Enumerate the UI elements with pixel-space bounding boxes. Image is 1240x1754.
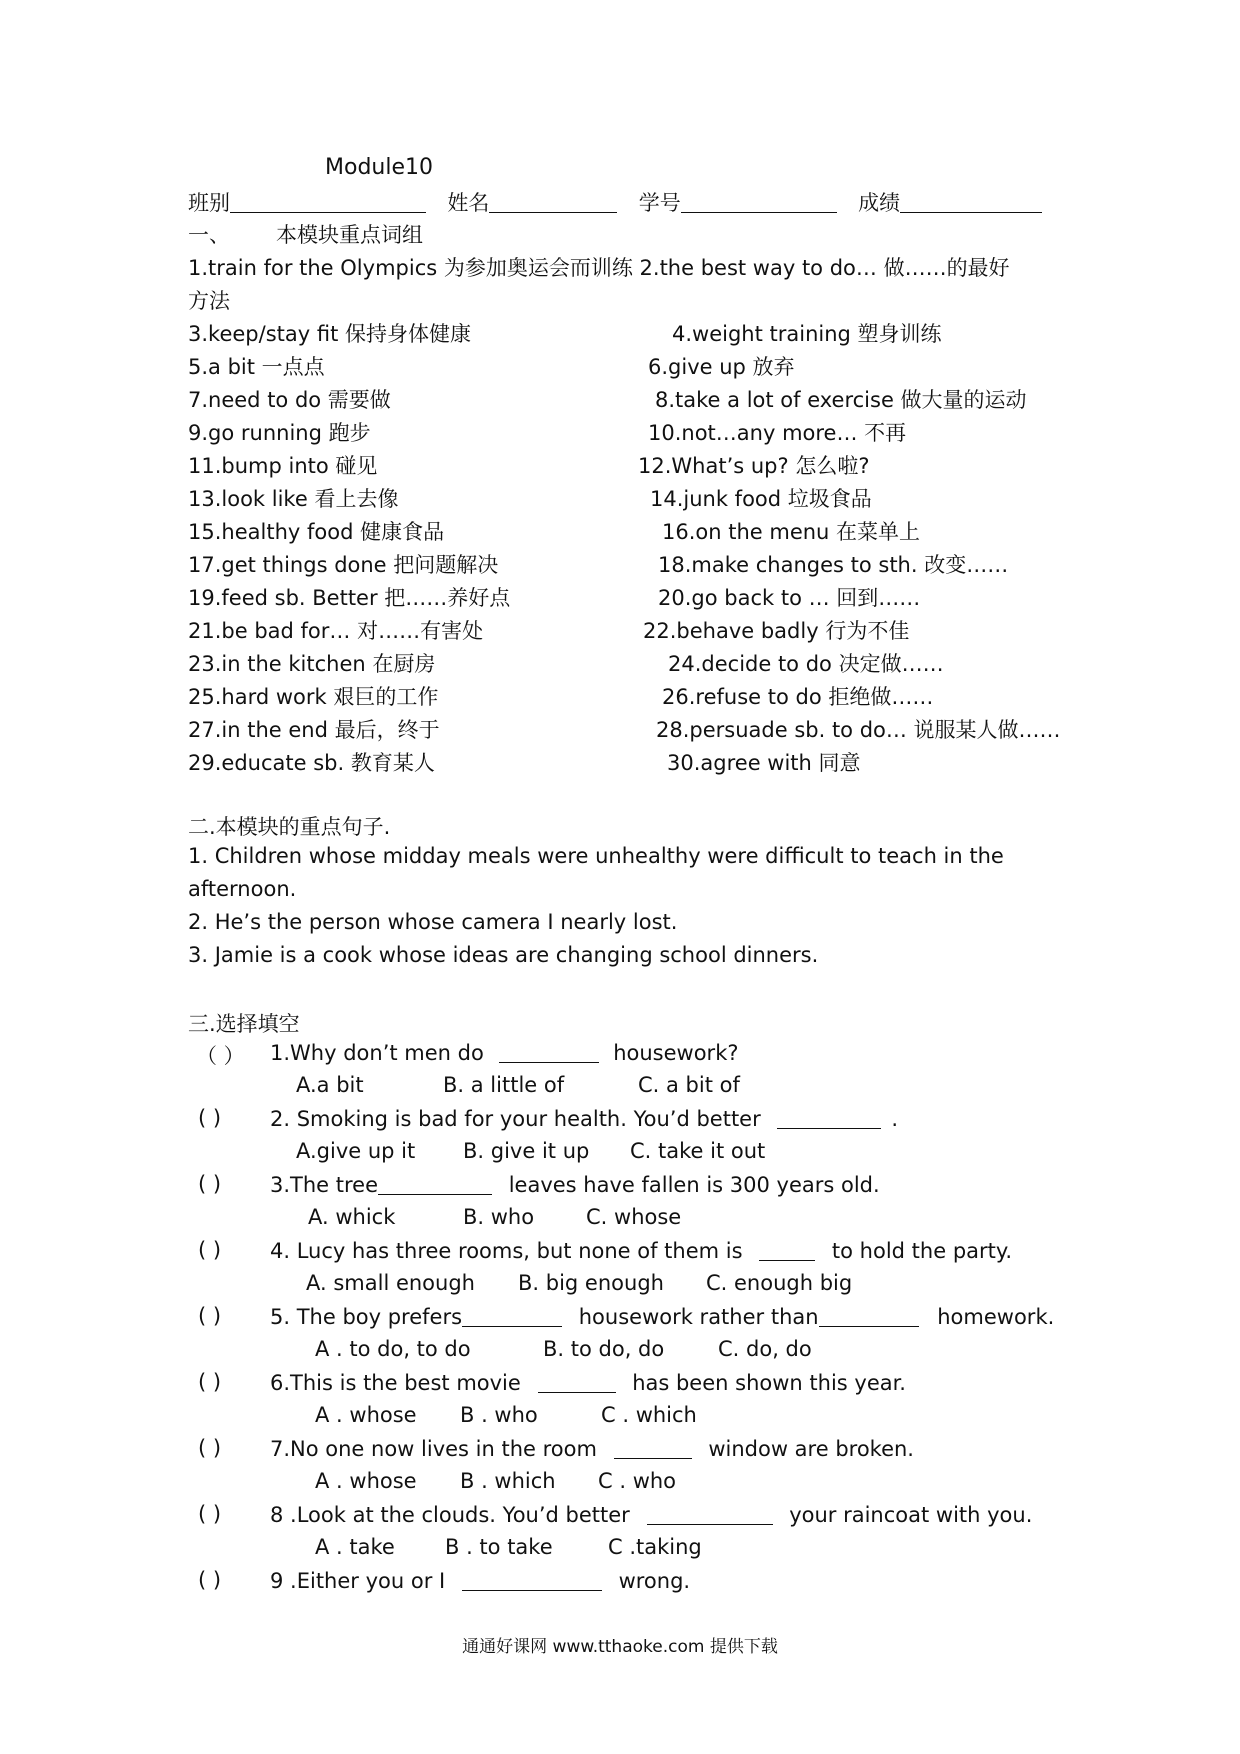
phrase-10: 10.not…any more… 不再 — [648, 421, 907, 445]
phrase-line-1: 1.train for the Olympics 为参加奥运会而训练 2.the best way to do… 做……的最好 — [188, 256, 1010, 280]
q8-option-a[interactable]: A . take — [315, 1535, 395, 1559]
phrase-19: 19.feed sb. Better 把……养好点 — [188, 586, 511, 610]
phrase-13: 13.look like 看上去像 — [188, 487, 399, 511]
q2-option-c[interactable]: C. take it out — [630, 1139, 766, 1163]
question-7: 7.No one now lives in the room window are broken. — [270, 1437, 914, 1461]
phrase-8: 8.take a lot of exercise 做大量的运动 — [655, 388, 1027, 412]
question-4: 4. Lucy has three rooms, but none of them is to hold the party. — [270, 1239, 1012, 1263]
question-1: 1.Why don’t men do housework? — [270, 1041, 739, 1065]
q6-blank[interactable] — [538, 1370, 616, 1393]
score-label: 成绩 — [858, 191, 901, 215]
answer-paren-6[interactable]: ( ) — [198, 1370, 222, 1394]
q4-blank[interactable] — [759, 1238, 815, 1261]
answer-paren-2[interactable]: ( ) — [198, 1106, 222, 1130]
q7-option-b[interactable]: B . which — [460, 1469, 556, 1493]
score-blank[interactable] — [900, 190, 1042, 213]
q2-option-a[interactable]: A.give up it — [296, 1139, 416, 1163]
q7-blank[interactable] — [614, 1436, 692, 1459]
phrase-9: 9.go running 跑步 — [188, 421, 371, 445]
student-info-line — [188, 187, 1042, 217]
q4-option-a[interactable]: A. small enough — [306, 1271, 475, 1295]
q1-blank[interactable] — [499, 1040, 599, 1063]
phrase-12: 12.What’s up? 怎么啦? — [638, 454, 870, 478]
phrase-7: 7.need to do 需要做 — [188, 388, 391, 412]
number-blank[interactable] — [681, 190, 837, 213]
q4-option-c[interactable]: C. enough big — [706, 1271, 853, 1295]
phrase-21: 21.be bad for… 对……有害处 — [188, 619, 484, 643]
phrase-15: 15.healthy food 健康食品 — [188, 520, 445, 544]
q5-option-c[interactable]: C. do, do — [718, 1337, 812, 1361]
phrase-11: 11.bump into 碰见 — [188, 454, 378, 478]
sentence-2: 2. He’s the person whose camera I nearly lost. — [188, 910, 678, 934]
section2-heading: 二.本模块的重点句子. — [188, 815, 391, 839]
q4-option-b[interactable]: B. big enough — [518, 1271, 664, 1295]
question-2: 2. Smoking is bad for your health. You’d better . — [270, 1107, 899, 1131]
page-title: Module10 — [325, 155, 433, 180]
question-8: 8 .Look at the clouds. You’d better your raincoat with you. — [270, 1503, 1033, 1527]
q2-blank[interactable] — [777, 1106, 881, 1129]
q3-blank[interactable] — [378, 1172, 492, 1195]
page-footer: 通通好课网 www.tthaoke.com 提供下载 — [462, 1637, 778, 1657]
q6-option-b[interactable]: B . who — [460, 1403, 538, 1427]
phrase-6: 6.give up 放弃 — [648, 355, 795, 379]
q5-blank-2[interactable] — [819, 1304, 919, 1327]
phrase-5: 5.a bit 一点点 — [188, 355, 325, 379]
phrase-line-1-cont: 方法 — [188, 289, 230, 313]
phrase-23: 23.in the kitchen 在厨房 — [188, 652, 436, 676]
number-label: 学号 — [638, 191, 681, 215]
phrase-24: 24.decide to do 决定做…… — [668, 652, 944, 676]
name-label: 姓名 — [447, 191, 490, 215]
answer-paren-3[interactable]: ( ) — [198, 1172, 222, 1196]
class-label: 班别 — [188, 191, 230, 215]
sentence-1a: 1. Children whose midday meals were unhealthy were difficult to teach in the — [188, 844, 1004, 868]
q9-blank[interactable] — [462, 1568, 602, 1591]
q2-option-b[interactable]: B. give it up — [463, 1139, 590, 1163]
phrase-20: 20.go back to … 回到…… — [658, 586, 921, 610]
q5-option-b[interactable]: B. to do, do — [543, 1337, 665, 1361]
phrase-30: 30.agree with 同意 — [667, 751, 861, 775]
phrase-27: 27.in the end 最后，终于 — [188, 718, 440, 742]
section1-number: 一、 — [188, 223, 230, 247]
question-6: 6.This is the best movie has been shown this year. — [270, 1371, 906, 1395]
q5-option-a[interactable]: A . to do, to do — [315, 1337, 471, 1361]
answer-paren-1[interactable]: （ ） — [196, 1044, 245, 1068]
q3-option-a[interactable]: A. whick — [308, 1205, 396, 1229]
answer-paren-5[interactable]: ( ) — [198, 1304, 222, 1328]
q5-blank-1[interactable] — [462, 1304, 562, 1327]
phrase-25: 25.hard work 艰巨的工作 — [188, 685, 439, 709]
q3-option-b[interactable]: B. who — [463, 1205, 535, 1229]
sentence-1b: afternoon. — [188, 877, 297, 901]
q7-option-a[interactable]: A . whose — [315, 1469, 417, 1493]
q1-option-c[interactable]: C. a bit of — [638, 1073, 740, 1097]
q6-option-a[interactable]: A . whose — [315, 1403, 417, 1427]
q7-option-c[interactable]: C . who — [598, 1469, 677, 1493]
class-blank[interactable] — [230, 190, 426, 213]
q8-option-c[interactable]: C .taking — [608, 1535, 702, 1559]
question-5: 5. The boy prefers housework rather than homework. — [270, 1305, 1055, 1329]
phrase-17: 17.get things done 把问题解决 — [188, 553, 499, 577]
phrase-28: 28.persuade sb. to do… 说服某人做…… — [656, 718, 1061, 742]
answer-paren-7[interactable]: ( ) — [198, 1436, 222, 1460]
name-blank[interactable] — [489, 190, 617, 213]
question-3: 3.The tree leaves have fallen is 300 years old. — [270, 1173, 880, 1197]
answer-paren-4[interactable]: ( ) — [198, 1238, 222, 1262]
sentence-3: 3. Jamie is a cook whose ideas are changing school dinners. — [188, 943, 819, 967]
q6-option-c[interactable]: C . which — [601, 1403, 697, 1427]
phrase-14: 14.junk food 垃圾食品 — [650, 487, 872, 511]
phrase-4: 4.weight training 塑身训练 — [672, 322, 942, 346]
section3-heading: 三.选择填空 — [188, 1012, 300, 1036]
q8-blank[interactable] — [647, 1502, 773, 1525]
q1-option-a[interactable]: A.a bit — [296, 1073, 364, 1097]
q3-option-c[interactable]: C. whose — [586, 1205, 682, 1229]
phrase-22: 22.behave badly 行为不佳 — [643, 619, 910, 643]
phrase-29: 29.educate sb. 教育某人 — [188, 751, 435, 775]
answer-paren-8[interactable]: ( ) — [198, 1502, 222, 1526]
section1-title: 本模块重点词组 — [276, 223, 423, 247]
answer-paren-9[interactable]: ( ) — [198, 1568, 222, 1592]
phrase-26: 26.refuse to do 拒绝做…… — [662, 685, 934, 709]
q8-option-b[interactable]: B . to take — [445, 1535, 553, 1559]
phrase-16: 16.on the menu 在菜单上 — [662, 520, 921, 544]
question-9: 9 .Either you or I wrong. — [270, 1569, 691, 1593]
q1-option-b[interactable]: B. a little of — [443, 1073, 565, 1097]
phrase-3: 3.keep/stay fit 保持身体健康 — [188, 322, 471, 346]
phrase-18: 18.make changes to sth. 改变…… — [658, 553, 1009, 577]
section1-heading — [188, 219, 423, 249]
